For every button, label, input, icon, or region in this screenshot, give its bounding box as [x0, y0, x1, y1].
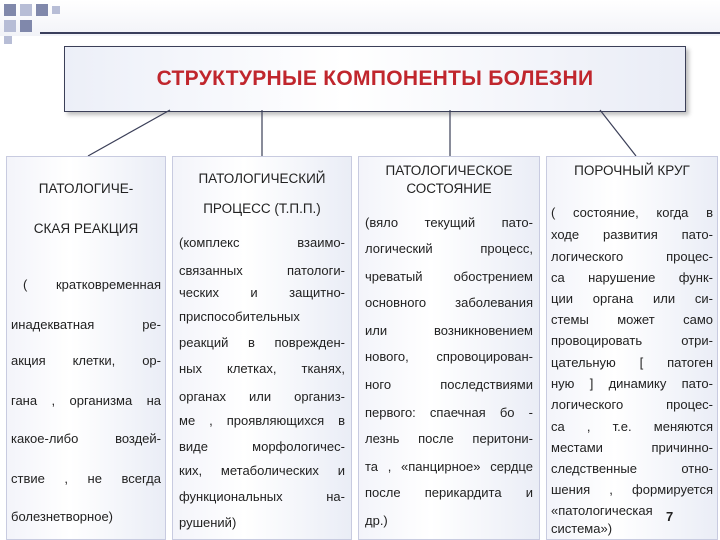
line-word: функ-	[678, 270, 713, 285]
column-text-line	[7, 277, 165, 293]
line-word: са	[551, 419, 565, 434]
line-word: ного	[365, 377, 392, 392]
line-word: на	[146, 393, 161, 408]
column-heading: ПАТОЛОГИЧЕСКОЕ	[385, 163, 513, 178]
line-word: заболевания	[455, 295, 533, 310]
column-heading: СКАЯ РЕАКЦИЯ	[33, 221, 139, 236]
line-word: основного	[365, 295, 427, 310]
column-text-line	[547, 482, 717, 498]
line-word: и	[250, 285, 258, 300]
line-word: кратковременная	[55, 277, 161, 292]
line-word: меняются	[653, 419, 713, 434]
line-word: логический	[365, 241, 433, 256]
column-heading: СОСТОЯНИЕ	[406, 181, 492, 196]
line-word: или	[249, 389, 272, 404]
column-pathological-process	[172, 156, 352, 540]
line-word: лезнь	[365, 431, 400, 446]
line-word: логического	[551, 397, 624, 412]
column-text-line: др.)	[365, 513, 388, 528]
line-word: ных	[179, 361, 203, 376]
line-word: спаечная	[429, 405, 486, 420]
line-word: ор-	[142, 353, 161, 368]
line-word: после	[418, 431, 454, 446]
line-word: текущий	[424, 215, 476, 230]
line-word: гана	[11, 393, 38, 408]
column-pathological-reaction	[6, 156, 166, 540]
column-text-line	[7, 353, 165, 369]
connector-line	[600, 110, 636, 156]
line-word: -	[528, 405, 533, 420]
line-word: отно-	[681, 461, 713, 476]
column-heading: ПАТОЛОГИЧЕСКИЙ	[198, 171, 326, 186]
line-word: функциональных	[179, 489, 283, 504]
line-word: ,	[209, 413, 213, 428]
line-word: нарушение	[588, 270, 656, 285]
line-word: какое-либо	[11, 431, 79, 446]
line-word: после	[365, 485, 401, 500]
line-word: причинно-	[651, 440, 713, 455]
line-word: ции	[551, 291, 573, 306]
line-word: когда	[656, 205, 689, 220]
line-word: ческих	[179, 285, 219, 300]
column-text-line	[7, 393, 165, 409]
line-word: формируется	[632, 482, 713, 497]
column-text-line	[173, 335, 351, 351]
line-word: (	[23, 277, 28, 292]
column-text-line	[173, 285, 351, 301]
column-text-line	[359, 295, 539, 311]
line-word: си-	[694, 291, 713, 306]
line-word: (вяло	[365, 215, 399, 230]
line-word: или	[653, 291, 676, 306]
column-text-line	[359, 323, 539, 339]
line-word: процес-	[666, 249, 713, 264]
column-pathological-state	[358, 156, 540, 540]
line-word: пато-	[681, 376, 713, 391]
line-word: в	[338, 413, 345, 428]
line-word: тканях,	[301, 361, 345, 376]
column-text-line: приспособительных	[179, 309, 300, 324]
column-text-line	[359, 405, 539, 421]
line-word: «панцирное»	[401, 459, 481, 474]
column-text-line: рушений)	[179, 515, 237, 530]
column-text-line	[173, 413, 351, 429]
column-text-line	[547, 419, 717, 435]
line-word: всегда	[121, 471, 161, 486]
line-word: развития	[603, 227, 658, 242]
line-word: ]	[589, 376, 594, 391]
line-word: в	[247, 335, 255, 350]
line-word: сердце	[490, 459, 533, 474]
line-word: акция	[11, 353, 46, 368]
line-word: местами	[551, 440, 603, 455]
column-text-line	[359, 459, 539, 475]
column-text-line	[7, 471, 165, 487]
line-word: пато-	[501, 215, 533, 230]
line-word: ствие	[11, 471, 45, 486]
line-word: органах	[179, 389, 227, 404]
line-word: и	[337, 463, 345, 478]
column-text-line	[173, 463, 351, 479]
line-word: морфологичес-	[252, 439, 345, 454]
column-text-line	[547, 333, 717, 349]
line-word: клетки,	[72, 353, 116, 368]
line-word: метаболических	[220, 463, 319, 478]
line-word: ,	[387, 459, 392, 474]
line-word: само	[683, 312, 713, 327]
column-text-line	[547, 291, 717, 307]
page-number: 7	[666, 509, 674, 524]
column-text-line	[173, 361, 351, 377]
line-word: са	[551, 270, 565, 285]
line-word: связанных	[179, 263, 243, 278]
line-word: поврежден-	[274, 335, 345, 350]
line-word: ме	[179, 413, 196, 428]
column-heading: ПОРОЧНЫЙ КРУГ	[574, 163, 690, 178]
line-word: пато-	[681, 227, 713, 242]
column-text-line	[173, 235, 351, 251]
line-word: динамику	[608, 376, 667, 391]
line-word: возникновением	[434, 323, 533, 338]
column-vicious-circle	[546, 156, 718, 540]
line-word: ,	[51, 393, 56, 408]
line-word: чреватый	[365, 269, 423, 284]
line-word: и	[525, 485, 533, 500]
diagram-title: СТРУКТУРНЫЕ КОМПОНЕНТЫ БОЛЕЗНИ	[156, 67, 594, 90]
column-text-line	[547, 397, 717, 413]
column-text-line	[547, 205, 717, 221]
column-heading: ПРОЦЕСС (Т.П.П.)	[203, 201, 321, 216]
line-word: (комплекс	[179, 235, 240, 250]
column-text-line	[7, 431, 165, 447]
column-heading: ПАТОЛОГИЧЕ-	[38, 181, 134, 196]
column-text-line	[547, 440, 717, 456]
line-word: патоген	[667, 355, 713, 370]
line-word: организма	[69, 393, 133, 408]
line-word: клетках,	[227, 361, 277, 376]
line-word: защитно-	[289, 285, 345, 300]
column-text-line	[547, 376, 717, 392]
line-word: на-	[326, 489, 345, 504]
line-word: последствиями	[440, 377, 533, 392]
line-word: процес-	[666, 397, 713, 412]
line-word: ,	[609, 482, 613, 497]
line-word: органа	[592, 291, 634, 306]
column-text-line	[173, 389, 351, 405]
column-text-line	[359, 349, 539, 365]
column-text-line	[359, 269, 539, 285]
line-word: в	[706, 205, 713, 220]
line-word: та	[365, 459, 379, 474]
column-text-line	[547, 227, 717, 243]
line-word: обострением	[453, 269, 533, 284]
line-word: отри-	[681, 333, 713, 348]
column-text-line	[173, 489, 351, 505]
line-word: спровоцирован-	[436, 349, 533, 364]
column-text-line	[547, 270, 717, 286]
line-word: взаимо-	[297, 235, 345, 250]
line-word: ную	[551, 376, 575, 391]
column-text-line	[359, 241, 539, 257]
line-word: ре-	[142, 317, 161, 332]
line-word: провоцировать	[551, 333, 643, 348]
line-word: патологи-	[286, 263, 345, 278]
line-word: реакций	[179, 335, 229, 350]
line-word: ,	[586, 419, 591, 434]
column-text-line	[547, 461, 717, 477]
line-word: перитони-	[472, 431, 533, 446]
column-text-line: система»)	[551, 521, 613, 536]
line-word: шения	[551, 482, 591, 497]
column-text-line	[7, 317, 165, 333]
line-word: состояние,	[572, 205, 639, 220]
line-word: виде	[179, 439, 208, 454]
column-text-line	[547, 249, 717, 265]
line-word: (	[551, 205, 556, 220]
line-word: т.е.	[612, 419, 632, 434]
line-word: [	[639, 355, 644, 370]
line-word: первого:	[365, 405, 416, 420]
column-text-line	[359, 431, 539, 447]
column-text-line	[359, 485, 539, 501]
column-text-line	[547, 355, 717, 371]
line-word: цательную	[551, 355, 616, 370]
line-word: инадекватная	[11, 317, 95, 332]
line-word: стемы	[551, 312, 589, 327]
line-word: не	[87, 471, 102, 486]
line-word: ких,	[179, 463, 203, 478]
line-word: процесс,	[480, 241, 533, 256]
line-word: следственные	[551, 461, 637, 476]
column-text-line: болезнетворное)	[11, 509, 114, 524]
line-word: проявляющихся	[226, 413, 325, 428]
column-text-line	[173, 439, 351, 455]
line-word: воздей-	[115, 431, 161, 446]
line-word: перикардита	[424, 485, 502, 500]
connector-line	[88, 110, 170, 156]
line-word: логического	[551, 249, 624, 264]
line-word: ,	[64, 471, 69, 486]
column-text-line	[547, 312, 717, 328]
column-text-line	[359, 215, 539, 231]
line-word: организ-	[294, 389, 345, 404]
line-word: или	[365, 323, 388, 338]
line-word: нового,	[365, 349, 409, 364]
line-word: может	[617, 312, 655, 327]
column-text-line: «патологическая	[551, 503, 653, 518]
column-text-line	[359, 377, 539, 393]
line-word: ходе	[551, 227, 580, 242]
column-text-line	[173, 263, 351, 279]
line-word: бо	[499, 405, 515, 420]
